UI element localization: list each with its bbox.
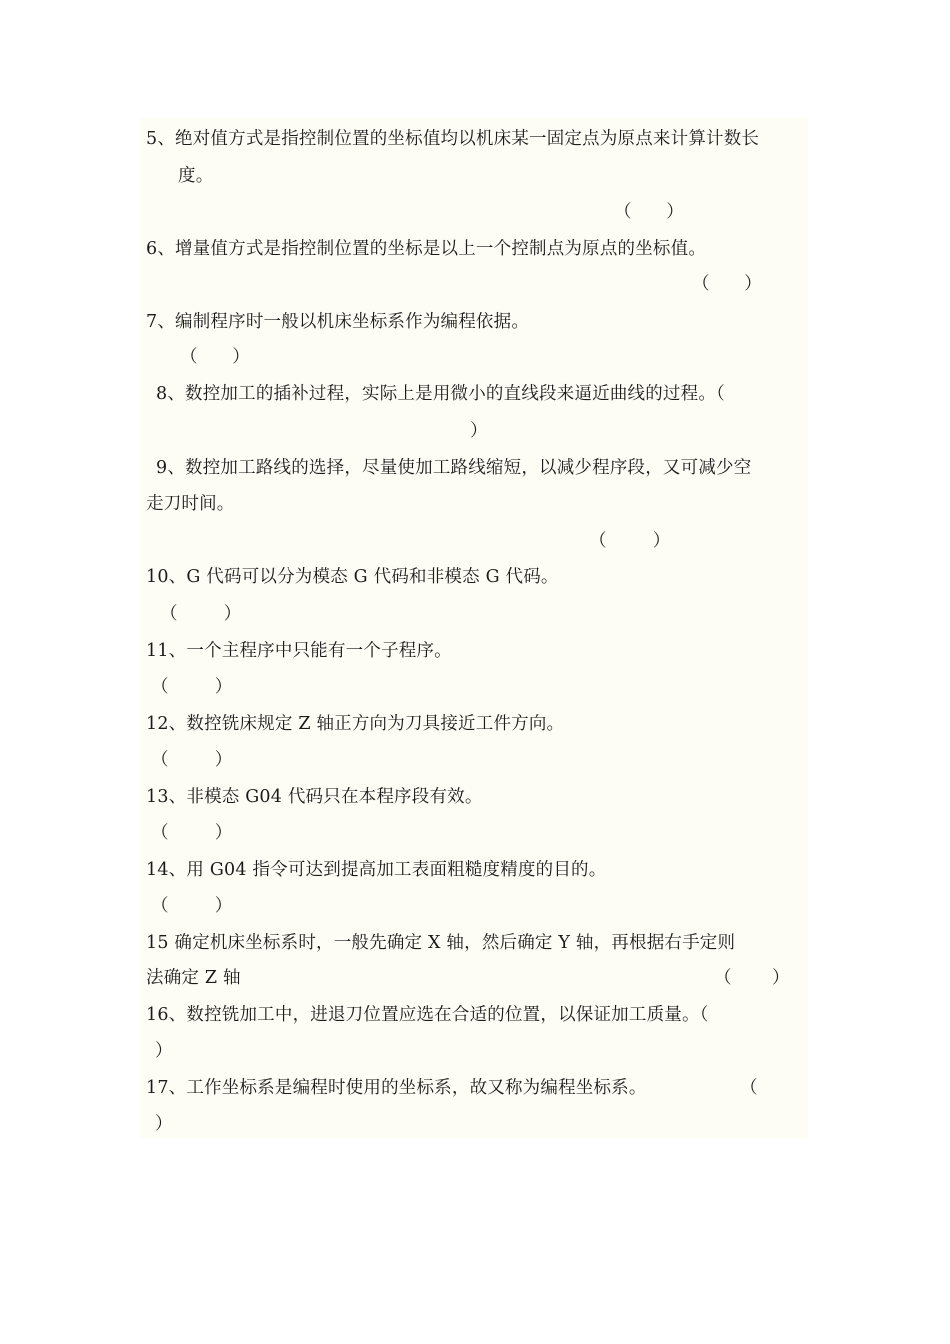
- question-17-text: 17、工作坐标系是编程时使用的坐标系，故又称为编程坐标系。: [146, 1078, 647, 1098]
- question-5-text: 5、绝对值方式是指控制位置的坐标值均以机床某一固定点为原点来计算计数长: [146, 129, 760, 149]
- question-16-answer-blank[interactable]: ）: [155, 1041, 173, 1061]
- question-13-text: 13、非模态 G04 代码只在本程序段有效。: [146, 787, 483, 807]
- question-11-text: 11、一个主程序中只能有一个子程序。: [146, 641, 452, 661]
- question-9-answer-blank[interactable]: （ ）: [589, 531, 671, 551]
- question-14-text: 14、用 G04 指令可达到提高加工表面粗糙度精度的目的。: [146, 860, 607, 880]
- question-5-answer-blank[interactable]: （ ）: [614, 202, 684, 222]
- question-9-text: 9、数控加工路线的选择，尽量使加工路线缩短，以减少程序段，又可减少空: [156, 458, 752, 478]
- question-17-open-paren[interactable]: （: [740, 1078, 758, 1098]
- question-11-answer-blank[interactable]: （ ）: [151, 677, 233, 697]
- question-6-text: 6、增量值方式是指控制位置的坐标是以上一个控制点为原点的坐标值。: [146, 239, 707, 259]
- question-5-text-cont: 度。: [178, 166, 214, 186]
- question-17-answer-blank[interactable]: ）: [155, 1114, 173, 1134]
- question-10-answer-blank[interactable]: （ ）: [160, 604, 242, 624]
- question-13-answer-blank[interactable]: （ ）: [151, 823, 233, 843]
- question-15-text: 15 确定机床坐标系时，一般先确定 X 轴，然后确定 Y 轴，再根据右手定则: [146, 933, 736, 953]
- question-10-text: 10、G 代码可以分为模态 G 代码和非模态 G 代码。: [146, 567, 559, 587]
- question-12-answer-blank[interactable]: （ ）: [151, 750, 233, 770]
- question-8-text: 8、数控加工的插补过程，实际上是用微小的直线段来逼近曲线的过程。（: [156, 384, 725, 404]
- question-16-text: 16、数控铣加工中，进退刀位置应选在合适的位置，以保证加工质量。（: [146, 1005, 709, 1025]
- question-12-text: 12、数控铣床规定 Z 轴正方向为刀具接近工件方向。: [146, 714, 565, 734]
- question-15-answer-blank[interactable]: （ ）: [714, 968, 790, 988]
- question-14-answer-blank[interactable]: （ ）: [151, 896, 233, 916]
- question-6-answer-blank[interactable]: （ ）: [692, 274, 762, 294]
- question-7-text: 7、编制程序时一般以机床坐标系作为编程依据。: [146, 312, 530, 332]
- question-8-answer-blank[interactable]: ）: [470, 421, 488, 441]
- question-7-answer-blank[interactable]: （ ）: [180, 347, 250, 367]
- question-9-text-cont: 走刀时间。: [146, 494, 235, 514]
- question-15-text-cont: 法确定 Z 轴: [146, 968, 241, 988]
